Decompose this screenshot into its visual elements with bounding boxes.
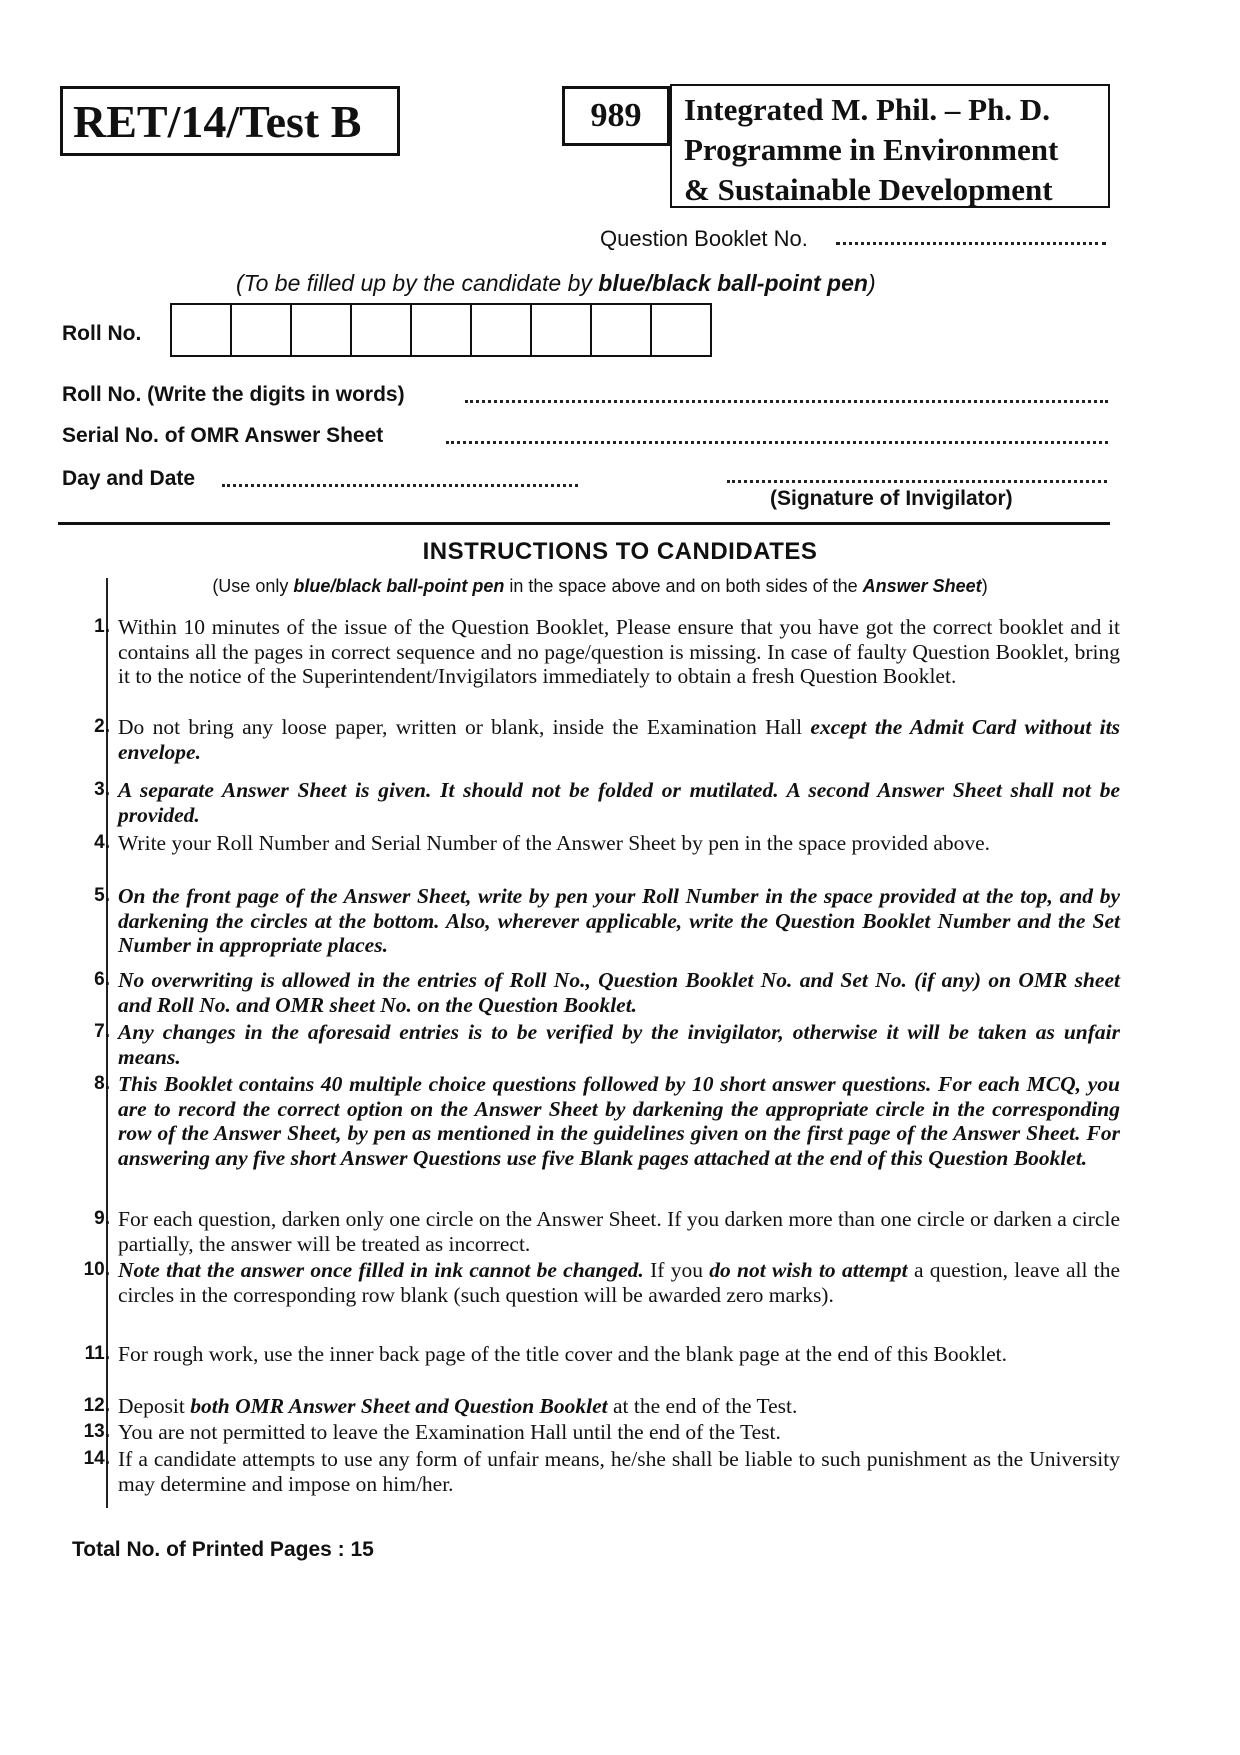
instruction-number: 7. (94, 1021, 110, 1042)
instruction-number: 2. (94, 716, 110, 737)
instruction-text-part: You are not permitted to leave the Examination Hall until the end of the Test. (118, 1420, 781, 1444)
instruction-number: 13. (83, 1421, 110, 1442)
instruction-number: 4. (94, 832, 110, 853)
programme-line: & Sustainable Development (684, 172, 1053, 207)
roll-digit-box[interactable] (230, 303, 292, 357)
instruction-text-part: Any changes in the aforesaid entries is to be verified by the invigilator, otherwise it will be taken as unfair means. (118, 1020, 1120, 1069)
programme-title (670, 84, 1110, 208)
instruction-text-part: Within 10 minutes of the issue of the Question Booklet, Please ensure that you have got the correct booklet and it contains all the pages in correct sequence and no page/question is missing. In case of faulty Question Booklet, bring it to the notice of the Superintendent/Invigilators immediately to obtain a fresh Question Booklet. (118, 615, 1120, 688)
instruction-item (60, 1447, 1120, 1496)
instruction-number: 3. (94, 779, 110, 800)
instruction-item (60, 1420, 1120, 1445)
instruction-text (118, 1258, 1120, 1307)
omr-serial-field[interactable] (446, 441, 1108, 444)
instruction-item (60, 1020, 1120, 1069)
instruction-item (60, 831, 1120, 856)
instruction-text-part: No overwriting is allowed in the entries of Roll No., Question Booklet No. and Set No. (if any) on OMR sheet and Roll No. and OMR sheet No. on the Question Booklet. (118, 968, 1120, 1017)
subtitle-prefix: (Use only (212, 576, 294, 596)
subtitle-emph: Answer Sheet (862, 576, 982, 596)
roll-digit-box[interactable] (650, 303, 712, 357)
instruction-text-part: Do not bring any loose paper, written or blank, inside the Examination Hall (118, 715, 811, 739)
fill-note-prefix: (To be filled up by the candidate by (236, 270, 599, 296)
instruction-number: 12. (83, 1395, 110, 1416)
test-code: RET/14/Test B (60, 86, 400, 156)
instruction-item (60, 615, 1120, 689)
instruction-number: 8. (94, 1073, 110, 1094)
instructions-title: INSTRUCTIONS TO CANDIDATES (422, 538, 818, 565)
instruction-text (118, 884, 1120, 958)
instruction-text-part: Note that the answer once filled in ink cannot be changed. (118, 1258, 644, 1282)
roll-no-label: Roll No. (62, 322, 142, 345)
instruction-item (60, 778, 1120, 827)
instruction-text (118, 1020, 1120, 1069)
instruction-item (60, 1207, 1120, 1256)
instruction-item (60, 1072, 1120, 1170)
programme-line: Programme in Environment (684, 132, 1059, 167)
roll-digit-box[interactable] (410, 303, 472, 357)
roll-digit-box[interactable] (470, 303, 532, 357)
instructions-subtitle (0, 576, 1200, 597)
instruction-item (60, 968, 1120, 1017)
instruction-item (60, 884, 1120, 958)
subtitle-mid: in the space above and on both sides of the (504, 576, 863, 596)
instruction-text-part: This Booklet contains 40 multiple choice questions followed by 10 short answer questions. For each MCQ, you are to record the correct option on the Answer Sheet by darkening the appropriate circle in the corresponding row of the Answer Sheet, by pen as mentioned in the guidelines given on the first page of the Answer Sheet. For answering any five short Answer Questions use five Blank pages attached at the end of this Question Booklet. (118, 1072, 1120, 1170)
instruction-text (118, 1342, 1120, 1367)
programme-line: Integrated M. Phil. – Ph. D. (684, 92, 1050, 127)
signature-label: (Signature of Invigilator) (770, 487, 1013, 510)
instruction-text-part: If a candidate attempts to use any form of unfair means, he/she shall be liable to such punishment as the University may determine and impose on him/her. (118, 1447, 1120, 1496)
roll-no-boxes[interactable] (170, 303, 710, 357)
total-pages: Total No. of Printed Pages : 15 (72, 1538, 374, 1561)
instruction-text (118, 831, 1120, 856)
instruction-text (118, 1447, 1120, 1496)
roll-digit-box[interactable] (290, 303, 352, 357)
instruction-text (118, 1420, 1120, 1445)
roll-words-label: Roll No. (Write the digits in words) (62, 383, 405, 406)
instruction-text-part: On the front page of the Answer Sheet, write by pen your Roll Number in the space provided at the top, and by darkening the circles at the bottom. Also, wherever applicable, write the Question Booklet Number and the Set Number in appropriate places. (118, 884, 1120, 957)
instruction-item (60, 1258, 1120, 1307)
instruction-text (118, 1394, 1120, 1419)
roll-words-field[interactable] (465, 400, 1108, 403)
instruction-text (118, 1207, 1120, 1256)
instruction-text-part: If you (643, 1258, 710, 1282)
omr-serial-label: Serial No. of OMR Answer Sheet (62, 424, 384, 447)
instruction-text (118, 615, 1120, 689)
instruction-text-part: A separate Answer Sheet is given. It should not be folded or mutilated. A second Answer Sheet shall not be provided. (118, 778, 1120, 827)
instruction-item (60, 715, 1120, 764)
instruction-text (118, 968, 1120, 1017)
instruction-number: 5. (94, 885, 110, 906)
instruction-number: 10. (83, 1259, 110, 1280)
instruction-text-part: For rough work, use the inner back page of the title cover and the blank page at the end of this Booklet. (118, 1342, 1008, 1366)
roll-digit-box[interactable] (170, 303, 232, 357)
roll-digit-box[interactable] (530, 303, 592, 357)
fill-note-emph: blue/black ball-point pen (598, 270, 868, 296)
subtitle-suffix: ) (981, 576, 988, 596)
roll-digit-box[interactable] (590, 303, 652, 357)
signature-field[interactable] (727, 480, 1107, 483)
fill-note (236, 270, 876, 297)
instruction-item (60, 1394, 1120, 1419)
day-date-field[interactable] (222, 484, 578, 487)
instruction-number: 14. (83, 1448, 110, 1469)
instruction-text-part: both OMR Answer Sheet and Question Booklet (190, 1394, 608, 1418)
instruction-text-part: Write your Roll Number and Serial Number of the Answer Sheet by pen in the space provided above. (118, 831, 991, 855)
instruction-item (60, 1342, 1120, 1367)
divider (58, 522, 1110, 525)
instruction-number: 6. (94, 969, 110, 990)
booklet-number: 989 (562, 86, 670, 146)
instruction-text-part: except the Admit Card without its envelope. (118, 715, 1120, 764)
question-booklet-field[interactable] (836, 242, 1106, 245)
fill-note-suffix: ) (867, 270, 876, 296)
instruction-text (118, 778, 1120, 827)
instruction-text (118, 1072, 1120, 1170)
subtitle-emph: blue/black ball-point pen (293, 576, 505, 596)
instruction-number: 11. (84, 1343, 110, 1364)
instruction-text-part: a question, leave all the circles in the corresponding row blank (such question will be awarded zero marks). (118, 1258, 1120, 1307)
instruction-number: 1. (94, 616, 110, 637)
day-date-label: Day and Date (62, 467, 196, 490)
instruction-text-part: at the end of the Test. (607, 1394, 798, 1418)
instruction-number: 9. (94, 1208, 110, 1229)
roll-digit-box[interactable] (350, 303, 412, 357)
instruction-text-part: For each question, darken only one circle on the Answer Sheet. If you darken more than one circle or darken a circle partially, the answer will be treated as incorrect. (118, 1207, 1120, 1256)
question-booklet-label: Question Booklet No. (600, 226, 808, 251)
instruction-text-part: Deposit (118, 1394, 191, 1418)
instruction-text-part: do not wish to attempt (709, 1258, 908, 1282)
instruction-text (118, 715, 1120, 764)
